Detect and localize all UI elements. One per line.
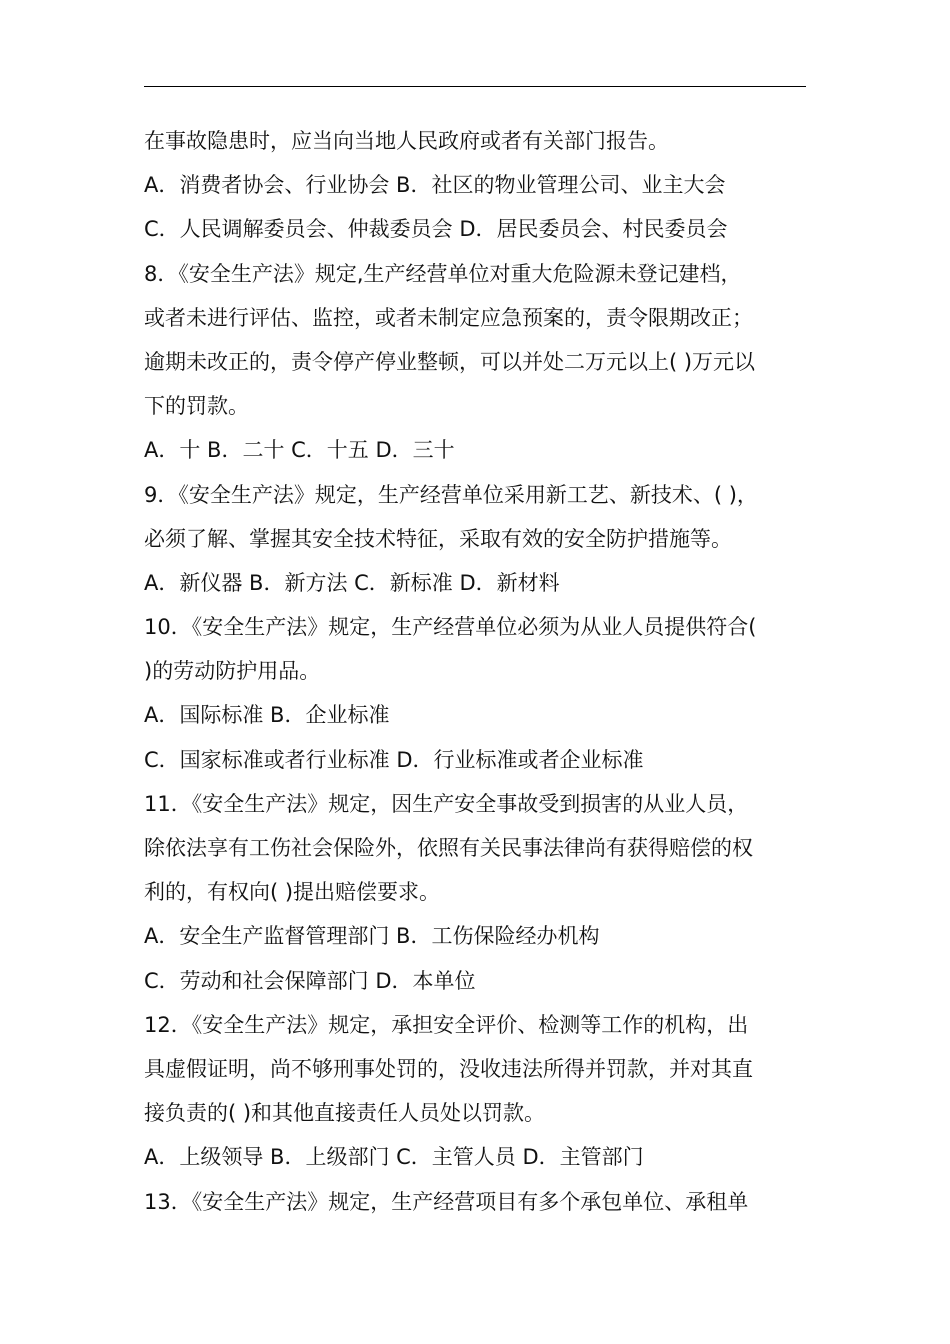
question-13: 13．《安全生产法》规定，生产经营项目有多个承包单位、承租单 — [144, 1189, 749, 1214]
answer-options: C．劳动和社会保障部门 D．本单位 — [144, 968, 476, 993]
text-line: 必须了解、掌握其安全技术特征，采取有效的安全防护措施等。 — [144, 526, 732, 551]
answer-options: A．国际标准 B．企业标准 — [144, 703, 390, 728]
document-body — [144, 119, 814, 1224]
text-line: 接负责的( )和其他直接责任人员处以罚款。 — [144, 1101, 546, 1126]
text-line: 具虚假证明，尚不够刑事处罚的，没收违法所得并罚款，并对其直 — [144, 1056, 753, 1081]
text-line: 逾期未改正的，责令停产停业整顿，可以并处二万元以上( )万元以 — [144, 349, 756, 374]
text-line: 在事故隐患时，应当向当地人民政府或者有关部门报告。 — [144, 129, 669, 153]
answer-options: A．安全生产监督管理部门 B．工伤保险经办机构 — [144, 924, 600, 949]
question-12: 12．《安全生产法》规定，承担安全评价、检测等工作的机构，出 — [144, 1012, 749, 1037]
answer-options: C．人民调解委员会、仲裁委员会 D．居民委员会、村民委员会 — [144, 217, 728, 242]
text-line: 利的，有权向( )提出赔偿要求。 — [144, 880, 441, 905]
answer-options: A．十 B．二十 C．十五 D．三十 — [144, 438, 455, 463]
question-11: 11．《安全生产法》规定，因生产安全事故受到损害的从业人员， — [144, 791, 749, 816]
text-line: 或者未进行评估、监控，或者未制定应急预案的，责令限期改正； — [144, 305, 753, 330]
text-line: )的劳动防护用品。 — [144, 659, 321, 684]
header-rule — [144, 86, 806, 87]
answer-options: A．新仪器 B．新方法 C．新标准 D．新材料 — [144, 570, 560, 595]
question-8: 8．《安全生产法》规定,生产经营单位对重大危险源未登记建档， — [144, 261, 742, 286]
text-line: 除依法享有工伤社会保险外，依照有关民事法律尚有获得赔偿的权 — [144, 836, 753, 860]
question-10: 10．《安全生产法》规定，生产经营单位必须为从业人员提供符合( — [144, 615, 757, 640]
text-line: 下的罚款。 — [144, 394, 249, 419]
answer-options: C．国家标准或者行业标准 D．行业标准或者企业标准 — [144, 747, 644, 772]
answer-options: A．上级领导 B．上级部门 C．主管人员 D．主管部门 — [144, 1145, 644, 1170]
question-9: 9．《安全生产法》规定，生产经营单位采用新工艺、新技术、( )， — [144, 482, 758, 507]
answer-options: A．消费者协会、行业协会 B．社区的物业管理公司、业主大会 — [144, 173, 726, 198]
